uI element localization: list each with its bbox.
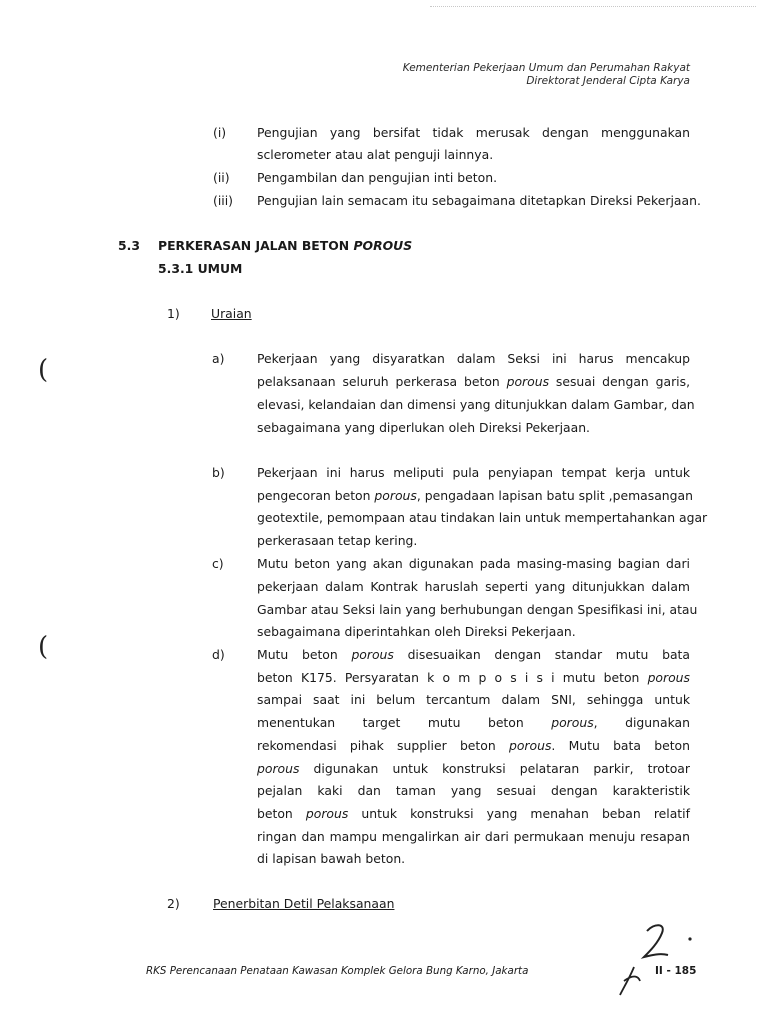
para-d-line3: sampai saat ini belum tercantum dalam SNI, sehingga untuk — [257, 692, 690, 707]
scan-artifact-line — [430, 6, 756, 7]
item-number-1: 1) — [167, 306, 180, 321]
para-b-line3: geotextile, pemompaan atau tindakan lain untuk mempertahankan agar — [257, 510, 708, 525]
para-b-line2: pengecoran beton porous, pengadaan lapisan batu split ,pemasangan — [257, 488, 693, 503]
para-c-line4: sebagaimana diperintahkan oleh Direksi Pekerjaan. — [257, 624, 576, 639]
margin-hole-mark: ( — [38, 632, 49, 662]
item-title-uraian: Uraian — [211, 306, 252, 321]
list-text-ii: Pengambilan dan pengujian inti beton. — [257, 170, 498, 185]
item-number-2: 2) — [167, 896, 180, 911]
para-a-label: a) — [212, 351, 225, 366]
para-c-line2: pekerjaan dalam Kontrak haruslah seperti yang ditunjukkan dalam — [257, 579, 690, 594]
para-d-line5: rekomendasi pihak supplier beton porous. Mutu bata beton — [257, 738, 690, 753]
para-d-line8: beton porous untuk konstruksi yang menahan beban relatif — [257, 806, 690, 821]
para-d-line10: di lapisan bawah beton. — [257, 851, 406, 866]
para-d-line1: Mutu beton porous disesuaikan dengan standar mutu bata — [257, 647, 690, 662]
page-number: II - 185 — [655, 965, 697, 977]
para-d-line6: porous digunakan untuk konstruksi pelataran parkir, trotoar — [257, 761, 690, 776]
section-number: 5.3 — [118, 238, 140, 253]
para-d-line7: pejalan kaki dan taman yang sesuai dengan karakteristik — [257, 783, 690, 798]
margin-hole-mark: ( — [38, 355, 49, 385]
para-b-label: b) — [212, 465, 225, 480]
para-d-line4: menentukan target mutu beton porous, digunakan — [257, 715, 690, 730]
header-directorate: Direktorat Jenderal Cipta Karya — [526, 75, 690, 87]
list-text-i-line2: sclerometer atau alat penguji lainnya. — [257, 147, 494, 162]
para-c-line3: Gambar atau Seksi lain yang berhubungan dengan Spesifikasi ini, atau — [257, 602, 698, 617]
para-d-line9: ringan dan mampu mengalirkan air dari permukaan menuju resapan — [257, 829, 690, 844]
para-c-line1: Mutu beton yang akan digunakan pada masing-masing bagian dari — [257, 556, 690, 571]
item-title-penerbitan: Penerbitan Detil Pelaksanaan — [213, 896, 395, 911]
para-d-line2: beton K175. Persyaratan k o m p o s i s i mutu beton porous — [257, 670, 690, 685]
list-text-iii: Pengujian lain semacam itu sebagaimana ditetapkan Direksi Pekerjaan. — [257, 193, 701, 208]
handwritten-initials — [600, 915, 710, 1000]
para-a-line2: pelaksanaan seluruh perkerasa beton porous sesuai dengan garis, — [257, 374, 691, 389]
para-a-line4: sebagaimana yang diperlukan oleh Direksi Pekerjaan. — [257, 420, 590, 435]
para-b-line1: Pekerjaan ini harus meliputi pula penyiapan tempat kerja untuk — [257, 465, 690, 480]
footer-project-title: RKS Perencanaan Penataan Kawasan Komplek Gelora Bung Karno, Jakarta — [146, 965, 529, 977]
para-a-line3: elevasi, kelandaian dan dimensi yang ditunjukkan dalam Gambar, dan — [257, 397, 695, 412]
header-ministry: Kementerian Pekerjaan Umum dan Perumahan Rakyat — [402, 62, 690, 74]
section-title: PERKERASAN JALAN BETON POROUS — [158, 238, 413, 253]
para-c-label: c) — [212, 556, 224, 571]
para-a-line1: Pekerjaan yang disyaratkan dalam Seksi ini harus mencakup — [257, 351, 690, 366]
para-d-label: d) — [212, 647, 225, 662]
list-number-i: (i) — [213, 125, 227, 140]
para-b-line4: perkerasaan tetap kering. — [257, 533, 418, 548]
list-number-iii: (iii) — [213, 193, 233, 208]
subsection-heading: 5.3.1 UMUM — [158, 261, 243, 276]
list-number-ii: (ii) — [213, 170, 230, 185]
list-text-i-line1: Pengujian yang bersifat tidak merusak dengan menggunakan — [257, 125, 690, 140]
